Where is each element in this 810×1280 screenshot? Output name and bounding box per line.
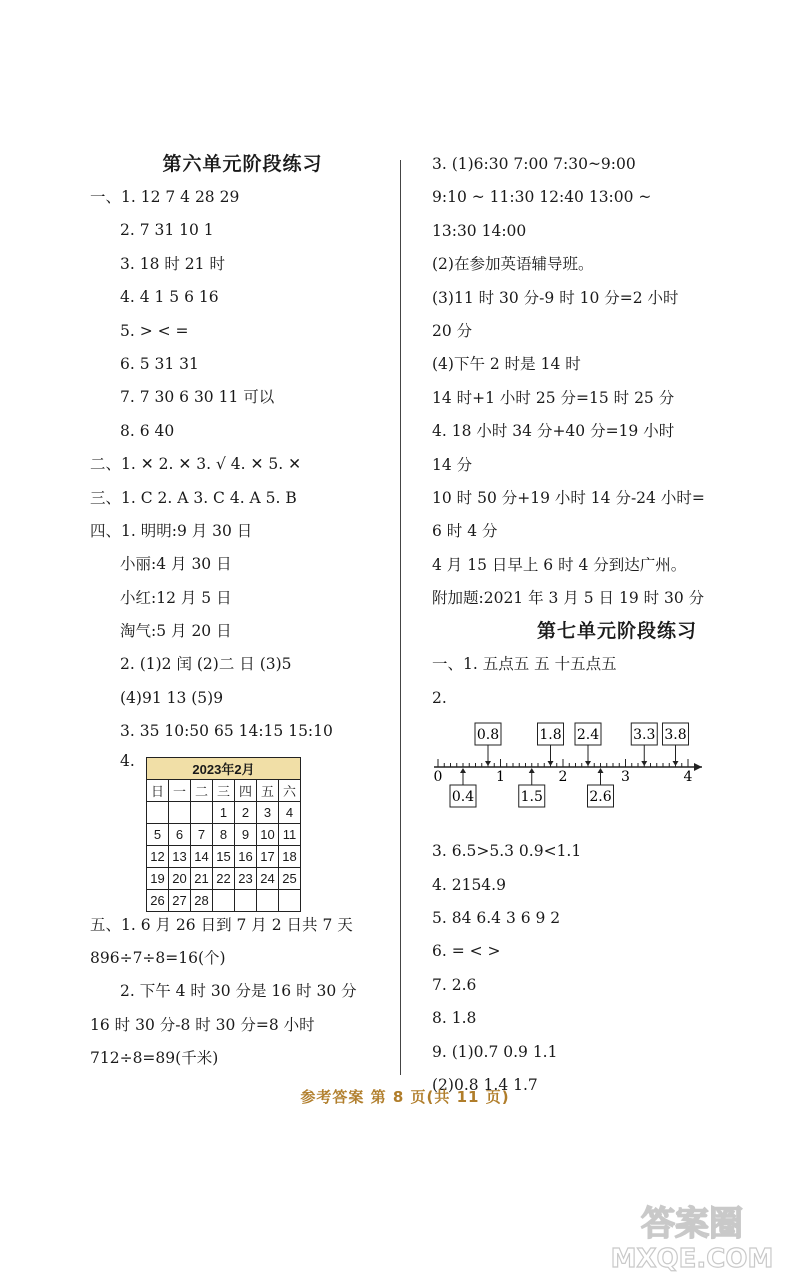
calendar-day: 14: [191, 845, 213, 867]
unit7-answers: [432, 648, 802, 715]
answer-line: 二、1. ✕ 2. ✕ 3. √ 4. ✕ 5. ✕: [90, 455, 302, 474]
answer-box-value: 0.8: [476, 727, 500, 744]
pointer-arrow-icon: [673, 761, 679, 766]
answer-line: 5. 84 6.4 3 6 9 2: [432, 909, 561, 928]
answer-line: 712÷8=89(千米): [90, 1049, 219, 1068]
calendar-day: 18: [279, 845, 301, 867]
right-column: [432, 148, 802, 1102]
calendar-day: [169, 801, 191, 823]
answer-line: 三、1. C 2. A 3. C 4. A 5. B: [90, 488, 297, 507]
calendar-day: 26: [147, 889, 169, 911]
answer-line: 3. (1)6:30 7:00 7:30~9:00: [432, 155, 636, 173]
answer-box-value: 2.4: [576, 727, 600, 744]
unit6-title: 第六单元阶段练习: [162, 153, 323, 175]
answer-box-value: 1.8: [539, 727, 562, 744]
number-line-block: [432, 715, 802, 835]
calendar-day: 19: [147, 867, 169, 889]
answer-line: (2)0.8 1.4 1.7: [432, 1075, 538, 1094]
calendar-day: 6: [169, 823, 191, 845]
calendar-day: 27: [169, 889, 191, 911]
calendar-day: 24: [257, 867, 279, 889]
calendar-day: 10: [257, 823, 279, 845]
pointer-arrow-icon: [460, 768, 466, 773]
calendar-day: 3: [257, 801, 279, 823]
answer-line: 6 时 4 分: [432, 522, 498, 541]
answer-line: 小红:12 月 5 日: [120, 588, 232, 607]
answer-line: 3. 35 10:50 65 14:15 15:10: [120, 722, 333, 741]
calendar-day: 15: [213, 845, 235, 867]
unit7-answers-rest: [432, 835, 802, 1102]
answer-line: 五、1. 6 月 26 日到 7 月 2 日共 7 天: [90, 915, 353, 934]
calendar-weekday: 二: [191, 779, 213, 801]
left-column: [90, 148, 395, 1076]
number-line: [432, 715, 712, 835]
tick-label: 2: [558, 769, 568, 786]
pointer-arrow-icon: [548, 761, 554, 766]
calendar-block: [90, 749, 395, 909]
calendar-day: 4: [279, 801, 301, 823]
pointer-arrow-icon: [529, 768, 535, 773]
answer-line: (3)11 时 30 分-9 时 10 分=2 小时: [432, 288, 679, 307]
page-footer: 参考答案 第 8 页(共 11 页): [300, 1088, 510, 1106]
answer-line: 5. > < =: [120, 321, 189, 340]
calendar-label: 4.: [120, 751, 135, 770]
column-divider: [400, 160, 401, 1075]
answer-line: 附加题:2021 年 3 月 5 日 19 时 30 分: [432, 589, 705, 608]
tick-label: 4: [683, 769, 693, 786]
answer-line: 3. 6.5>5.3 0.9<1.1: [432, 842, 582, 861]
answer-line: 896÷7÷8=16(个): [90, 949, 226, 968]
calendar-day: 25: [279, 867, 301, 889]
answer-line: (4)91 13 (5)9: [120, 688, 224, 707]
calendar-day: 11: [279, 823, 301, 845]
calendar-day: [191, 801, 213, 823]
answer-line: 20 分: [432, 321, 473, 340]
calendar-day: 23: [235, 867, 257, 889]
unit6-answers-continued: [432, 148, 802, 615]
unit6-answers: [90, 181, 395, 749]
calendar-weekday: 三: [213, 779, 235, 801]
pointer-arrow-icon: [598, 768, 604, 773]
unit6-answers-part5: [90, 909, 395, 1076]
answer-line: 4. 4 1 5 6 16: [120, 288, 219, 307]
answer-line: 6. = < >: [432, 942, 501, 961]
answer-box-value: 1.5: [520, 789, 543, 806]
answer-line: 6. 5 31 31: [120, 354, 199, 373]
tick-label: 1: [496, 769, 505, 786]
pointer-arrow-icon: [585, 761, 591, 766]
answer-box-value: 3.8: [664, 727, 687, 744]
answer-line: 2. (1)2 闰 (2)二 日 (3)5: [120, 655, 292, 674]
svg-text:MXQE.COM: MXQE.COM: [610, 1244, 774, 1272]
calendar-day: 2: [235, 801, 257, 823]
calendar-weekday: 四: [235, 779, 257, 801]
calendar-day: 20: [169, 867, 191, 889]
answer-box-value: 0.4: [451, 789, 475, 806]
answer-line: 9:10 ~ 11:30 12:40 13:00 ~: [432, 188, 652, 207]
watermark-logo: [592, 1197, 792, 1272]
answer-line: 9. (1)0.7 0.9 1.1: [432, 1042, 558, 1061]
pointer-arrow-icon: [641, 761, 647, 766]
pointer-arrow-icon: [485, 761, 491, 766]
answer-line: (4)下午 2 时是 14 时: [432, 355, 581, 374]
answer-line: 10 时 50 分+19 小时 14 分-24 小时=: [432, 488, 705, 507]
answer-line: 小丽:4 月 30 日: [120, 555, 232, 574]
calendar-day: 22: [213, 867, 235, 889]
calendar-day: [235, 889, 257, 911]
answer-line: 一、1. 12 7 4 28 29: [90, 188, 240, 206]
calendar-day: [213, 889, 235, 911]
calendar-day: 8: [213, 823, 235, 845]
answer-box-value: 3.3: [633, 727, 656, 744]
tick-label: 3: [621, 769, 630, 786]
answer-line: 2. 7 31 10 1: [120, 221, 214, 240]
calendar-title: 2023年2月: [147, 757, 301, 779]
calendar-day: 16: [235, 845, 257, 867]
calendar-day: 28: [191, 889, 213, 911]
answer-line: 7. 2.6: [432, 975, 477, 994]
calendar-day: 1: [213, 801, 235, 823]
calendar-table: [146, 757, 301, 912]
answer-line: 2.: [432, 688, 447, 707]
calendar-weekday: 五: [257, 779, 279, 801]
calendar-day: 12: [147, 845, 169, 867]
arrow-icon: [694, 763, 702, 771]
answer-line: 16 时 30 分-8 时 30 分=8 小时: [90, 1015, 315, 1034]
answer-box-value: 2.6: [589, 789, 612, 806]
calendar-day: [257, 889, 279, 911]
calendar-weekday: 六: [279, 779, 301, 801]
tick-label: 0: [433, 769, 443, 786]
calendar-weekday: 日: [147, 779, 169, 801]
calendar-day: [279, 889, 301, 911]
calendar-day: 9: [235, 823, 257, 845]
calendar-weekday: 一: [169, 779, 191, 801]
calendar-day: 7: [191, 823, 213, 845]
answer-line: 3. 18 时 21 时: [120, 254, 225, 273]
answer-line: 8. 6 40: [120, 421, 175, 440]
answer-line: 淘气:5 月 20 日: [120, 622, 232, 641]
answer-line: 7. 7 30 6 30 11 可以: [120, 388, 275, 407]
answer-line: 4. 2154.9: [432, 875, 506, 894]
answer-line: 8. 1.8: [432, 1009, 477, 1028]
answer-line: 一、1. 五点五 五 十五点五: [432, 655, 617, 674]
answer-line: 13:30 14:00: [432, 221, 527, 240]
calendar-day: 21: [191, 867, 213, 889]
answer-line: 4 月 15 日早上 6 时 4 分到达广州。: [432, 555, 687, 574]
svg-text:答案圈: 答案圈: [641, 1204, 743, 1244]
answer-line: 14 分: [432, 455, 473, 474]
calendar-day: [147, 801, 169, 823]
unit7-title: 第七单元阶段练习: [536, 620, 697, 643]
calendar-day: 5: [147, 823, 169, 845]
answer-line: 2. 下午 4 时 30 分是 16 时 30 分: [120, 982, 357, 1001]
answer-line: 14 时+1 小时 25 分=15 时 25 分: [432, 388, 675, 407]
calendar-day: 17: [257, 845, 279, 867]
answer-line: 4. 18 小时 34 分+40 分=19 小时: [432, 422, 675, 441]
answer-line: 四、1. 明明:9 月 30 日: [90, 521, 253, 540]
calendar-day: 13: [169, 845, 191, 867]
answer-line: (2)在参加英语辅导班。: [432, 255, 594, 274]
